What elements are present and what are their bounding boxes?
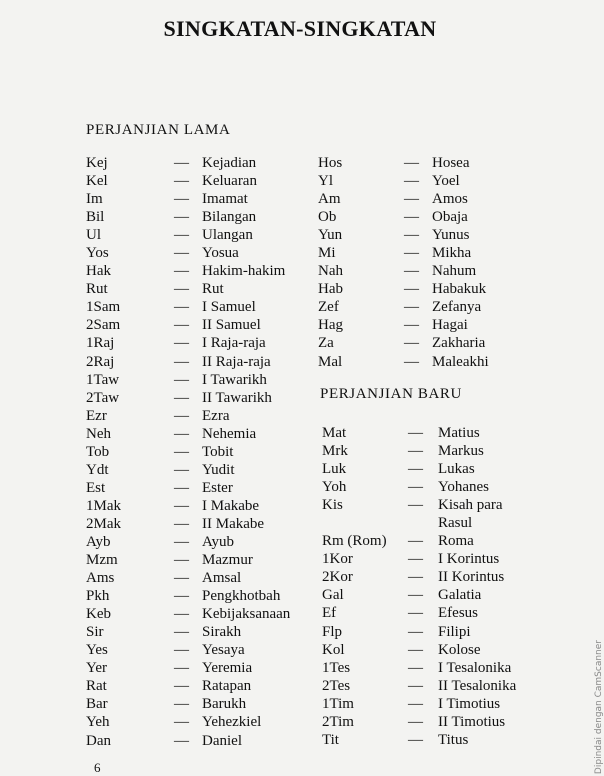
book-name: II Makabe (202, 515, 265, 532)
abbreviation: Mrk (322, 443, 348, 460)
book-name: Yesaya (202, 642, 245, 659)
dash-separator: — (174, 624, 189, 641)
dash-separator: — (174, 642, 189, 659)
abbreviation: Tit (322, 731, 339, 748)
book-name: Ratapan (202, 678, 252, 695)
abbreviation: Dan (86, 732, 111, 749)
dash-separator: — (174, 443, 189, 460)
abbreviation: Yer (86, 660, 107, 677)
book-name: II Raja-raja (202, 353, 271, 370)
book-name: Yunus (432, 227, 470, 244)
dash-separator: — (174, 173, 189, 190)
abbreviation: Nah (318, 263, 343, 280)
dash-separator: — (174, 227, 189, 244)
abbreviation: Ob (318, 209, 337, 226)
book-name: I Tesalonika (438, 659, 512, 676)
dash-separator: — (174, 209, 189, 226)
book-name: Yehezkiel (202, 714, 262, 731)
abbreviation: Bar (86, 696, 108, 713)
abbreviation: Mat (322, 425, 347, 441)
abbreviation: Yes (86, 642, 108, 659)
abbreviation: Neh (86, 425, 111, 442)
book-name: Yosua (202, 245, 239, 262)
book-name: Kebijaksanaan (202, 606, 291, 623)
book-name: Sirakh (202, 624, 242, 641)
dash-separator: — (404, 155, 419, 171)
dash-separator: — (408, 551, 423, 568)
book-name: Kejadian (202, 155, 257, 171)
dash-separator: — (174, 533, 189, 550)
dash-separator: — (404, 209, 419, 226)
dash-separator: — (174, 497, 189, 514)
book-name: Tobit (202, 443, 234, 460)
book-name: Mazmur (202, 552, 253, 569)
book-name: Galatia (438, 587, 482, 604)
book-name: Daniel (202, 732, 242, 749)
book-name: Titus (438, 731, 469, 748)
dash-separator: — (408, 587, 423, 604)
abbreviation: Hak (86, 263, 111, 280)
abbreviation: Mi (318, 245, 336, 262)
dash-separator: — (408, 479, 423, 496)
dash-separator: — (174, 479, 189, 496)
dash-separator: — (174, 281, 189, 298)
dash-separator: — (408, 695, 423, 712)
dash-separator: — (404, 353, 419, 370)
abbreviation: Yl (318, 173, 333, 190)
dash-separator: — (408, 677, 423, 694)
book-name: I Makabe (202, 497, 260, 514)
abbreviation: Yeh (86, 714, 110, 731)
book-name: Rasul (438, 515, 473, 532)
abbreviation: Kej (86, 155, 108, 171)
abbreviation: Yoh (322, 479, 347, 496)
book-name: Bilangan (202, 209, 257, 226)
book-name: Zakharia (432, 335, 486, 352)
dash-separator: — (404, 317, 419, 334)
abbreviation: 2Tes (322, 677, 351, 694)
book-name: I Raja-raja (202, 335, 266, 352)
book-name: Yoel (432, 173, 460, 190)
book-name: Hakim-hakim (202, 263, 286, 280)
abbreviation: 1Sam (86, 299, 121, 316)
dash-separator: — (408, 569, 423, 586)
book-name: II Timotius (438, 713, 506, 730)
abbreviation: Ayb (86, 533, 111, 550)
book-name: II Samuel (202, 317, 261, 334)
book-name: Hosea (432, 155, 470, 171)
dash-separator: — (174, 678, 189, 695)
book-name: Pengkhotbah (202, 588, 281, 605)
abbreviation: 2Sam (86, 317, 121, 334)
dash-separator: — (174, 660, 189, 677)
dash-separator: — (174, 552, 189, 569)
book-name: Efesus (438, 605, 478, 622)
abbreviation: Kel (86, 173, 108, 190)
dash-separator: — (174, 335, 189, 352)
dash-separator: — (174, 588, 189, 605)
abbreviation: 1Tes (322, 659, 351, 676)
dash-separator: — (174, 696, 189, 713)
dash-separator: — (404, 173, 419, 190)
dash-separator: — (174, 461, 189, 478)
book-name: I Samuel (202, 299, 256, 316)
book-name: Kisah para (438, 497, 503, 514)
dash-separator: — (408, 443, 423, 460)
dash-separator: — (408, 533, 423, 550)
book-name: Yohanes (438, 479, 489, 496)
book-name: Imamat (202, 191, 248, 208)
dash-separator: — (174, 732, 189, 749)
dash-separator: — (404, 263, 419, 280)
abbreviation: Kol (322, 641, 345, 658)
dash-separator: — (408, 605, 423, 622)
page-title: SINGKATAN-SINGKATAN (163, 16, 437, 41)
book-name: Obaja (432, 209, 468, 226)
book-name: Amsal (202, 570, 242, 587)
book-name: II Tesalonika (438, 677, 517, 694)
old-testament-heading: PERJANJIAN LAMA (86, 122, 231, 138)
book-name: Ester (202, 479, 233, 496)
dash-separator: — (174, 371, 189, 388)
book-name: Yeremia (202, 660, 253, 677)
dash-separator: — (408, 731, 423, 748)
book-name: Maleakhi (432, 353, 489, 370)
abbreviation: 1Taw (86, 371, 120, 388)
book-name: Hagai (432, 317, 468, 334)
abbreviation: Hos (318, 155, 343, 171)
abbreviation: Flp (322, 623, 343, 640)
dash-separator: — (408, 623, 423, 640)
abbreviation: 1Mak (86, 497, 121, 514)
dash-separator: — (174, 155, 189, 171)
book-name: II Korintus (438, 569, 505, 586)
dash-separator: — (174, 317, 189, 334)
dash-separator: — (404, 335, 419, 352)
abbreviation: Rm (Rom) (322, 533, 387, 550)
dash-separator: — (408, 659, 423, 676)
abbreviation: Hab (318, 281, 343, 298)
dash-separator: — (174, 245, 189, 262)
book-name: Kolose (438, 641, 481, 658)
dash-separator: — (174, 353, 189, 370)
book-name: Ayub (202, 533, 234, 550)
dash-separator: — (174, 299, 189, 316)
book-name: Rut (202, 281, 224, 298)
abbreviation: Ams (86, 570, 115, 587)
abbreviation: 2Taw (86, 389, 120, 406)
book-name: Ulangan (202, 227, 253, 244)
abbreviation: Yos (86, 245, 109, 262)
dash-separator: — (404, 299, 419, 316)
dash-separator: — (408, 497, 423, 514)
book-name: Roma (438, 533, 474, 550)
abbreviation: 1Tim (322, 695, 354, 712)
book-name: Barukh (202, 696, 247, 713)
book-name: I Korintus (438, 551, 500, 568)
book-name: Habakuk (432, 281, 487, 298)
abbreviation: 1Raj (86, 335, 115, 352)
dash-separator: — (408, 461, 423, 478)
dash-separator: — (174, 407, 189, 424)
page-number: 6 (94, 760, 101, 775)
abbreviation: Est (86, 479, 106, 496)
dash-separator: — (174, 714, 189, 731)
abbreviation: Ul (86, 227, 101, 244)
book-name: Lukas (438, 461, 475, 478)
book-name: Nehemia (202, 425, 257, 442)
book-name: Filipi (438, 623, 471, 640)
abbreviation: Zef (318, 299, 339, 316)
abbreviation: 2Mak (86, 515, 121, 532)
new-testament-heading: PERJANJIAN BARU (320, 386, 462, 402)
abbreviation: Mal (318, 353, 343, 370)
abbreviation: Rut (86, 281, 108, 298)
book-name: Keluaran (202, 173, 257, 190)
book-name: I Timotius (438, 695, 501, 712)
dash-separator: — (408, 425, 423, 441)
dash-separator: — (174, 389, 189, 406)
abbreviation: Ydt (86, 461, 109, 478)
abbreviation: 1Kor (322, 551, 353, 568)
dash-separator: — (174, 515, 189, 532)
abbreviation: Gal (322, 587, 344, 604)
book-name: Zefanya (432, 299, 482, 316)
dash-separator: — (174, 263, 189, 280)
abbreviation: Im (86, 191, 103, 208)
abbreviation: Sir (86, 624, 104, 641)
abbreviation: Am (318, 191, 341, 208)
abbreviation: Yun (318, 227, 343, 244)
abbreviation: Pkh (86, 588, 110, 605)
abbreviation: Ezr (86, 407, 107, 424)
book-name: Matius (438, 425, 480, 441)
abbreviation: Za (318, 335, 334, 352)
abbreviation: Kis (322, 497, 343, 514)
book-name: Amos (432, 191, 468, 208)
book-name: I Tawarikh (202, 371, 267, 388)
abbreviation: Bil (86, 209, 105, 226)
book-name: Mikha (432, 245, 472, 262)
dash-separator: — (174, 191, 189, 208)
dash-separator: — (404, 281, 419, 298)
abbreviation: 2Kor (322, 569, 353, 586)
abbreviation: Ef (322, 605, 337, 622)
book-name: Yudit (202, 461, 235, 478)
abbreviation: 2Tim (322, 713, 354, 730)
abbreviation: Luk (322, 461, 347, 478)
dash-separator: — (174, 425, 189, 442)
abbreviation: Rat (86, 678, 107, 695)
book-name: II Tawarikh (202, 389, 272, 406)
dash-separator: — (174, 570, 189, 587)
book-name: Markus (438, 443, 484, 460)
scanner-watermark: Dipindai dengan CamScanner (594, 640, 604, 775)
abbreviation: Tob (86, 443, 110, 460)
dash-separator: — (404, 191, 419, 208)
dash-separator: — (408, 713, 423, 730)
abbreviation: Mzm (86, 552, 118, 569)
dash-separator: — (404, 245, 419, 262)
dash-separator: — (174, 606, 189, 623)
abbreviation: Hag (318, 317, 343, 334)
abbreviation: 2Raj (86, 353, 115, 370)
abbreviation: Keb (86, 606, 111, 623)
dash-separator: — (408, 641, 423, 658)
book-name: Ezra (202, 407, 230, 424)
book-name: Nahum (432, 263, 477, 280)
dash-separator: — (404, 227, 419, 244)
